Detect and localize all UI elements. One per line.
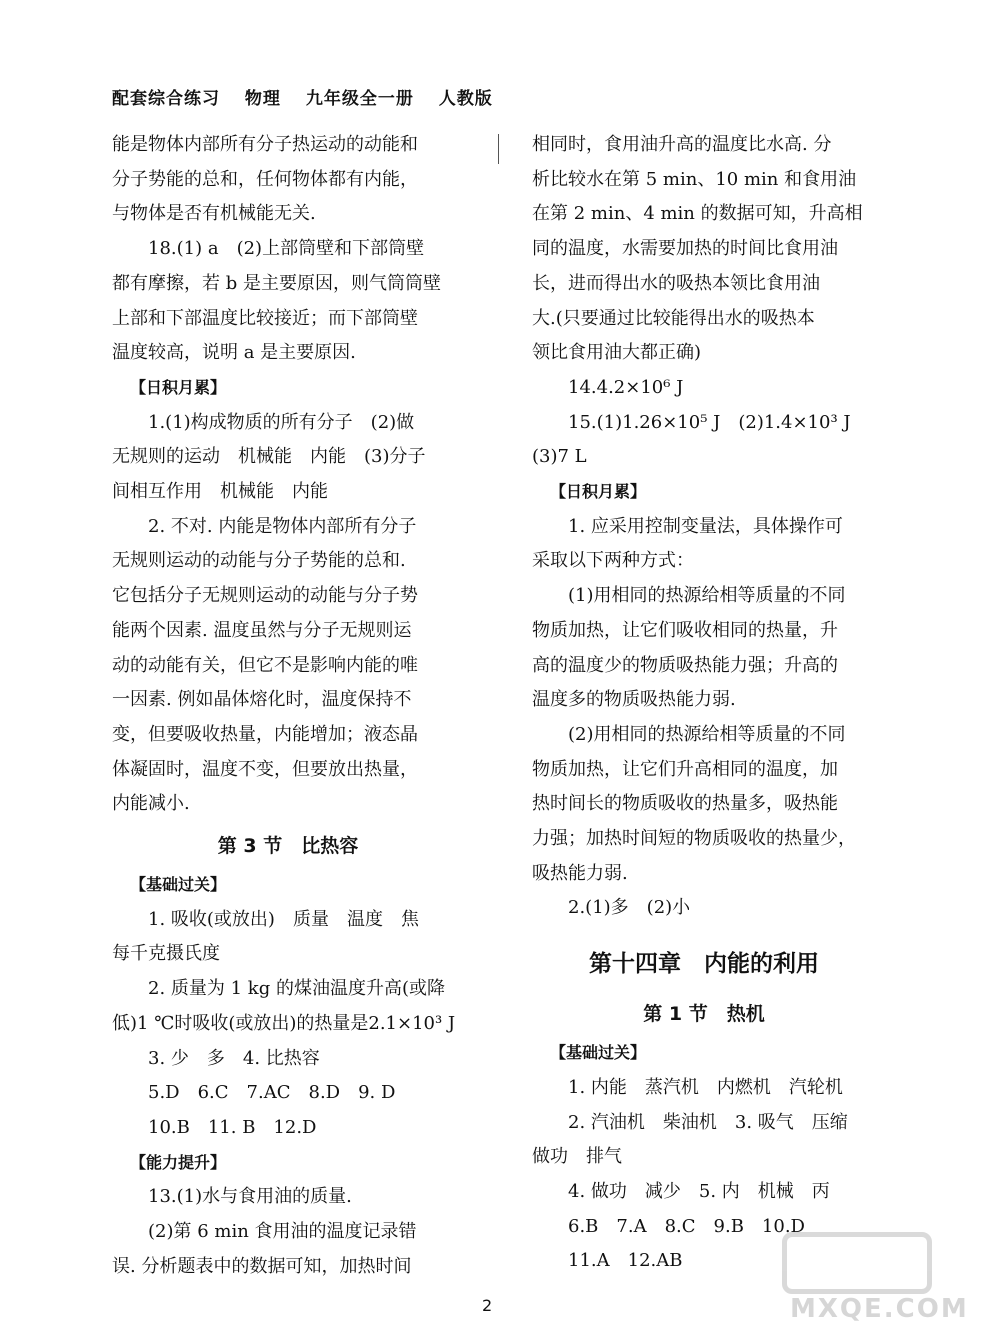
text-line: 变，但要吸收热量，内能增加；液态晶 [112,723,418,745]
answer-r1: 1. 应采用控制变量法，具体操作可 [568,515,843,537]
text-line: 它包括分子无规则运动的动能与分子势 [112,585,418,607]
answer-h1: 1. 内能 蒸汽机 内燃机 汽轮机 [568,1076,843,1098]
text-line: 析比较水在第 5 min、10 min 和食用油 [532,168,857,190]
text-line: 领比食用油大都正确) [532,342,702,364]
answer-b3: 3. 少 多 4. 比热容 [148,1047,320,1069]
answer-r2: 2. 不对. 内能是物体内部所有分子 [148,515,417,537]
text-line: 动的动能有关，但它不是影响内能的唯 [112,654,418,676]
label-rijiyuelei: 【日积月累】 [550,482,647,502]
text-line: 能是物体内部所有分子热运动的动能和 [112,134,418,155]
answer-b1: 1. 吸收(或放出) 质量 温度 焦 [148,908,419,930]
text-line: 热时间长的物质吸收的热量多，吸热能 [532,793,838,815]
text-line: 无规则运动的动能与分子势能的总和. [112,550,406,572]
right-column [532,128,876,1279]
answer-13: 13.(1)水与食用油的质量. [148,1186,352,1208]
label-nenglitisheng: 【能力提升】 [130,1152,227,1172]
text-line: 每千克摄氏度 [112,943,220,965]
text-line: 高的温度少的物质吸热能力强；升高的 [532,654,838,676]
text-line: 与物体是否有机械能无关. [112,203,316,225]
page-number: 2 [482,1296,493,1315]
running-header [112,84,511,109]
text-line: 在第 2 min、4 min 的数据可知，升高相 [532,203,863,225]
answer-15: 15.(1)1.26×10⁵ J (2)1.4×10³ J [568,411,851,433]
book-title: 配套综合练习 [112,89,220,109]
answer-b5: 5.D 6.C 7.AC 8.D 9. D [148,1082,396,1104]
text-line: 一因素. 例如晶体熔化时，温度保持不 [112,689,412,711]
answer-14: 14.4.2×10⁶ J [568,376,684,398]
text-line: 长，进而得出水的吸热本领比食用油 [532,272,820,294]
label-jichuguoguan: 【基础过关】 [550,1043,647,1063]
text-line: 做功 排气 [532,1146,622,1168]
label-rijiyuelei: 【日积月累】 [130,377,227,397]
text-line: 力强；加热时间短的物质吸收的热量少， [532,828,856,850]
answer-b10: 10.B 11. B 12.D [148,1116,317,1138]
text-line: 间相互作用 机械能 内能 [112,481,328,503]
text-line: 分子势能的总和，任何物体都有内能， [112,168,418,190]
left-column [112,128,464,1285]
section-title-specific-heat: 第 3 节 比热容 [217,835,359,858]
text-line: 同的温度，水需要加热的时间比食用油 [532,238,838,260]
answer-h4: 4. 做功 减少 5. 内 机械 丙 [568,1180,830,1202]
method-2: (2)用相同的热源给相等质量的不同 [568,723,846,745]
text-line: 大.(只要通过比较能得出水的吸热本 [532,307,815,329]
answer-h11: 11.A 12.AB [568,1250,683,1272]
text-line: 内能减小. [112,793,190,815]
text-line: 低)1 ℃时吸收(或放出)的热量是2.1×10³ J [112,1012,456,1034]
text-line: 采取以下两种方式： [532,550,694,572]
text-line: 温度较高，说明 a 是主要原因. [112,342,356,364]
text-line: 无规则的运动 机械能 内能 (3)分子 [112,446,426,468]
column-divider [498,134,499,164]
text-line: 相同时，食用油升高的温度比水高. 分 [532,134,832,155]
label-jichuguoguan: 【基础过关】 [130,875,227,895]
text-line: 温度多的物质吸热能力弱. [532,689,736,711]
edition: 人教版 [438,89,493,109]
text-line: (3)7 L [532,446,587,468]
text-line: 能两个因素. 温度虽然与分子无规则运 [112,619,412,641]
answer-r1: 1.(1)构成物质的所有分子 (2)做 [148,411,415,433]
grade: 九年级全一册 [305,89,414,109]
answer-b2: 2. 质量为 1 kg 的煤油温度升高(或降 [148,978,445,1000]
answer-18: 18.(1) a (2)上部筒壁和下部筒壁 [148,238,425,260]
section-title-heat-engine: 第 1 节 热机 [643,1003,765,1026]
answer-h2: 2. 汽油机 柴油机 3. 吸气 压缩 [568,1111,848,1133]
text-line: 物质加热，让它们升高相同的温度，加 [532,758,838,780]
text-line: (2)第 6 min 食用油的温度记录错 [148,1221,417,1243]
text-line: 体凝固时，温度不变，但要放出热量， [112,758,418,780]
watermark-site: MXQE.COM [790,1294,969,1324]
subject: 物理 [244,89,281,109]
text-line: 物质加热，让它们吸收相同的热量，升 [532,619,838,641]
method-1: (1)用相同的热源给相等质量的不同 [568,585,846,607]
watermark-frame [782,1232,932,1294]
chapter-title: 第十四章 内能的利用 [589,951,819,978]
answer-r2: 2.(1)多 (2)小 [568,897,691,919]
answer-h6: 6.B 7.A 8.C 9.B 10.D [568,1215,805,1237]
text-line: 都有摩擦，若 b 是主要原因，则气筒筒壁 [112,272,441,294]
text-line: 误. 分析题表中的数据可知，加热时间 [112,1255,412,1277]
watermark-logo [782,1232,969,1332]
text-line: 上部和下部温度比较接近；而下部筒壁 [112,307,418,329]
text-line: 吸热能力弱. [532,862,628,884]
